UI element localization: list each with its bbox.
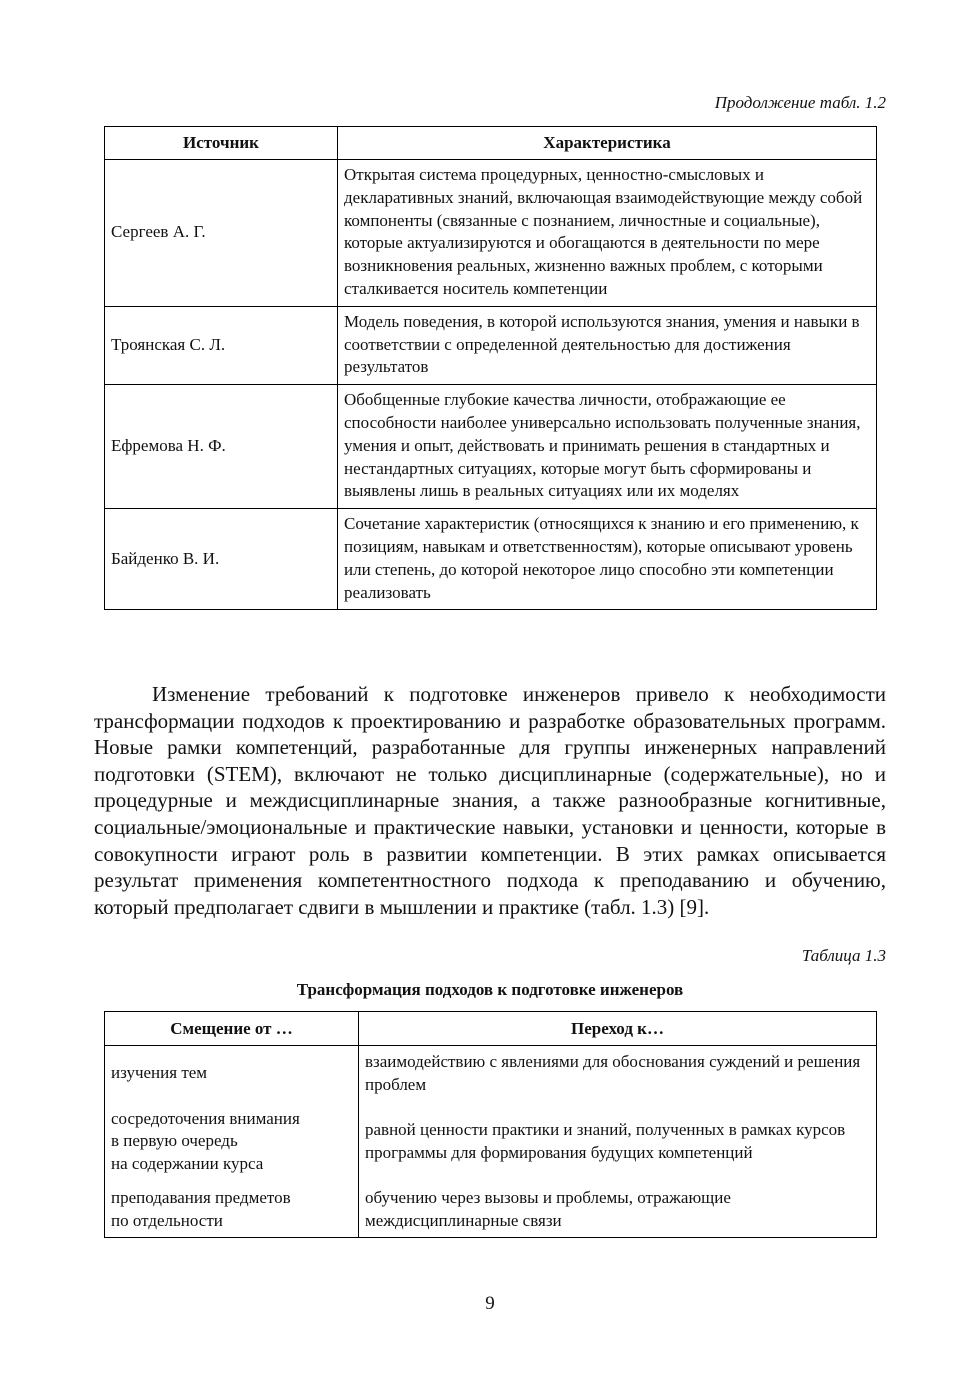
table-row — [105, 1182, 877, 1237]
table-title: Трансформация подходов к подготовке инженеров — [296, 980, 684, 999]
shift-from-cell: преподавания предметов по отдельности — [105, 1182, 359, 1237]
characteristic-cell: Обобщенные глубокие качества личности, отображающие ее способности наиболее универсально использовать полученные знания, умения и опыт, действовать и принимать решения в стандартных и нестандартных ситуациях, которые могут быть сформированы и выявлены лишь в реальных ситуациях или их моделях — [338, 385, 877, 509]
body-paragraph: Изменение требований к подготовке инженеров привело к необходимости трансформации подходов к проектированию и разработке образовательных программ. Новые рамки компетенций, разработанные для группы инженерных направлений подготовки (STEM), включают не только дисциплинарные (содержательные), но и процедурные и междисциплинарные знания, а также разнообразные когнитивные, социальные/эмоциональные и практические навыки, установки и ценности, которые в совокупности играют роль в развитии компетенции. В этих рамках описывается результат применения компетентностного подхода к преподаванию и обучению, который предполагает сдвиги в мышлении и практике (табл. 1.3) [9]. — [94, 682, 886, 919]
table-row — [105, 385, 877, 509]
source-cell: Байденко В. И. — [105, 509, 338, 610]
column-header-characteristic: Характеристика — [338, 127, 877, 160]
characteristic-cell: Сочетание характеристик (относящихся к знанию и его применению, к позициям, навыкам и ответственностям), которые описывают уровень или степень, до которой некоторое лицо способно эти компетенции реализовать — [338, 509, 877, 610]
column-header-transition-to: Переход к… — [359, 1012, 877, 1046]
column-header-shift-from: Смещение от … — [105, 1012, 359, 1046]
page-number: 9 — [485, 1293, 495, 1314]
table-row — [105, 306, 877, 384]
table-continuation-caption: Продолжение табл. 1.2 — [714, 93, 886, 112]
characteristic-cell: Модель поведения, в которой используются знания, умения и навыки в соответствии с определенной деятельностью для достижения результатов — [338, 306, 877, 384]
transition-to-cell: обучению через вызовы и проблемы, отражающие междисциплинарные связи — [359, 1182, 877, 1237]
source-cell: Ефремова Н. Ф. — [105, 385, 338, 509]
shift-from-cell: изучения тем — [105, 1046, 359, 1102]
characteristic-cell: Открытая система процедурных, ценностно-смысловых и декларативных знаний, включающая взаимодействующие между собой компоненты (связанные с познанием, личностные и социальные), которые актуализируются и обогащаются в деятельности по мере возникновения реальных, жизненно важных проблем, с которыми сталкивается носитель компетенции — [338, 160, 877, 307]
shift-from-cell: сосредоточения внимания в первую очередь на содержании курса — [105, 1102, 359, 1182]
table-caption: Таблица 1.3 — [801, 946, 886, 965]
table-row — [105, 1046, 877, 1102]
column-header-source: Источник — [105, 127, 338, 160]
source-cell: Сергеев А. Г. — [105, 160, 338, 307]
transformation-table — [104, 1011, 877, 1238]
table-row — [105, 509, 877, 610]
table-row — [105, 160, 877, 307]
table-row — [105, 1102, 877, 1182]
transition-to-cell: равной ценности практики и знаний, полученных в рамках курсов программы для формирования будущих компетенций — [359, 1102, 877, 1182]
definitions-table — [104, 126, 877, 610]
transition-to-cell: взаимодействию с явлениями для обоснования суждений и решения проблем — [359, 1046, 877, 1102]
source-cell: Троянская С. Л. — [105, 306, 338, 384]
